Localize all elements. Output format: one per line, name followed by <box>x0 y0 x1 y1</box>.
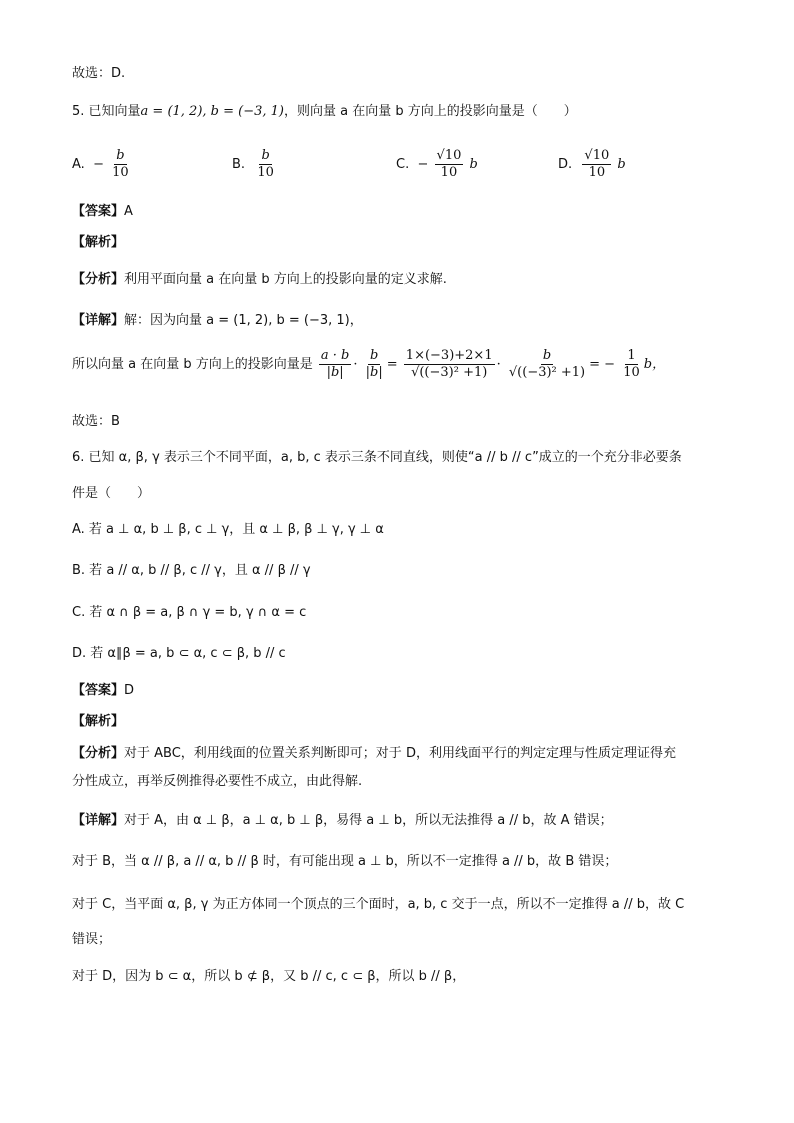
answer-value: A <box>124 204 133 219</box>
calculation-tail: b， <box>643 357 666 372</box>
option-label: D. <box>558 157 573 172</box>
option-tail: b <box>617 157 626 172</box>
option-label: A. <box>72 157 85 172</box>
detail-text: 解：因为向量 a = (1, 2), b = (−3, 1)， <box>124 313 363 328</box>
detail-6-c-cont: 错误； <box>72 932 112 947</box>
option-label: C. <box>396 157 410 172</box>
fraction-denominator: 10 <box>623 365 640 380</box>
fraction <box>364 348 385 381</box>
option-5a <box>72 148 133 181</box>
fraction-numerator: b <box>261 148 270 163</box>
answer-tag: 【答案】 <box>72 683 125 698</box>
fraction-numerator: b <box>542 348 552 363</box>
analysis-tag: 【分析】 <box>72 272 125 287</box>
option-tail: b <box>469 157 478 172</box>
fraction-numerator: b <box>370 348 379 363</box>
question-6-stem-cont: 件是（ ） <box>72 486 151 501</box>
analysis-5 <box>72 270 447 290</box>
fraction-denominator: 10 <box>588 165 606 180</box>
option-6d: D. 若 α∥β = a, b ⊂ α, c ⊂ β, b // c <box>72 646 286 661</box>
question-6-stem: 6. 已知 α, β, γ 表示三个不同平面，a, b, c 表示三条不同直线，则使“a // b // c”成立的一个充分非必要条 <box>72 450 682 465</box>
analysis-6 <box>72 744 676 764</box>
option-6a: A. 若 a ⊥ α, b ⊥ β, c ⊥ γ，且 α ⊥ β, β ⊥ γ, γ ⊥ α <box>72 522 384 537</box>
fraction-denominator: |b| <box>365 365 383 380</box>
equals-sign: = − <box>589 357 616 372</box>
calculation-5 <box>72 348 665 381</box>
answer-5 <box>72 202 133 222</box>
option-5d <box>558 148 626 181</box>
detail-5 <box>72 311 363 331</box>
detail-6-b: 对于 B，当 α // β, a // α, b // β 时，有可能出现 a ⊥ b，所以不一定推得 a // b，故 B 错误； <box>72 854 618 869</box>
fraction-denominator: 10 <box>257 165 274 180</box>
option-6c: C. 若 α ∩ β = a, β ∩ γ = b, γ ∩ α = c <box>72 605 307 620</box>
option-label: B. <box>232 157 246 172</box>
dot-operator: · <box>353 357 358 372</box>
fraction-numerator: √10 <box>436 148 462 163</box>
detail-tag: 【详解】 <box>72 813 125 828</box>
fraction-numerator: 1×(−3)+2×1 <box>405 348 493 363</box>
question-5-prefix: 5. 已知向量 <box>72 104 141 119</box>
fraction <box>319 348 351 381</box>
detail-6 <box>72 811 613 831</box>
option-sign: − <box>93 157 104 172</box>
fraction-denominator: |b| <box>326 365 344 380</box>
calculation-prefix: 所以向量 a 在向量 b 方向上的投影向量是 <box>72 357 313 372</box>
analysis-tag: 【分析】 <box>72 746 125 761</box>
fraction-denominator: √((−3)² +1) <box>411 365 488 380</box>
fraction <box>404 348 495 381</box>
answer-tag: 【答案】 <box>72 204 125 219</box>
option-sign: − <box>417 157 429 172</box>
fraction-numerator: √10 <box>584 148 610 163</box>
detail-6-c: 对于 C，当平面 α, β, γ 为正方体同一个顶点的三个面时，a, b, c 交于一点，所以不一定推得 a // b，故 C <box>72 897 685 912</box>
option-5b <box>232 148 278 181</box>
answer-value: D <box>124 683 135 698</box>
question-5-stem <box>72 102 577 122</box>
option-6b: B. 若 a // α, b // β, c // γ，且 α // β // γ <box>72 563 311 578</box>
analysis-text: 对于 ABC，利用线面的位置关系判断即可；对于 D，利用线面平行的判定定理与性质定理证得充 <box>124 746 676 761</box>
detail-tag: 【详解】 <box>72 313 125 328</box>
analysis-text: 利用平面向量 a 在向量 b 方向上的投影向量的定义求解. <box>124 272 447 287</box>
fraction-numerator: a · b <box>320 348 350 363</box>
question-5-rest: ，则向量 a 在向量 b 方向上的投影向量是（ ） <box>284 104 577 119</box>
fraction <box>255 148 276 181</box>
fraction <box>435 148 464 181</box>
answer-6 <box>72 681 134 701</box>
analysis-heading-5: 【解析】 <box>72 235 125 250</box>
question-5-vectors: a = (1, 2), b = (−3, 1) <box>140 104 284 119</box>
detail-6-d: 对于 D，因为 b ⊂ α，所以 b ⊄ β，又 b // c, c ⊂ β，所以 b // β， <box>72 969 466 984</box>
fraction-denominator: 10 <box>440 165 458 180</box>
analysis-6-cont: 分性成立，再举反例推得必要性不成立，由此得解. <box>72 774 363 789</box>
fraction-denominator: 10 <box>112 165 129 180</box>
fraction-numerator: b <box>116 148 125 163</box>
detail-text: 对于 A，由 α ⊥ β，a ⊥ α, b ⊥ β，易得 a ⊥ b，所以无法推得 a // b，故 A 错误； <box>124 813 613 828</box>
text-line: 故选：D. <box>72 66 126 81</box>
dot-operator: · <box>496 357 501 372</box>
fraction-denominator: √((−3)² +1) <box>508 365 586 380</box>
equals-sign: = <box>386 357 398 372</box>
analysis-heading-6: 【解析】 <box>72 714 125 729</box>
option-5c <box>396 148 478 181</box>
text-line: 故选：B <box>72 414 120 429</box>
fraction-numerator: 1 <box>627 348 636 363</box>
fraction <box>582 148 611 181</box>
fraction <box>507 348 587 381</box>
fraction <box>621 348 642 381</box>
fraction <box>110 148 131 181</box>
